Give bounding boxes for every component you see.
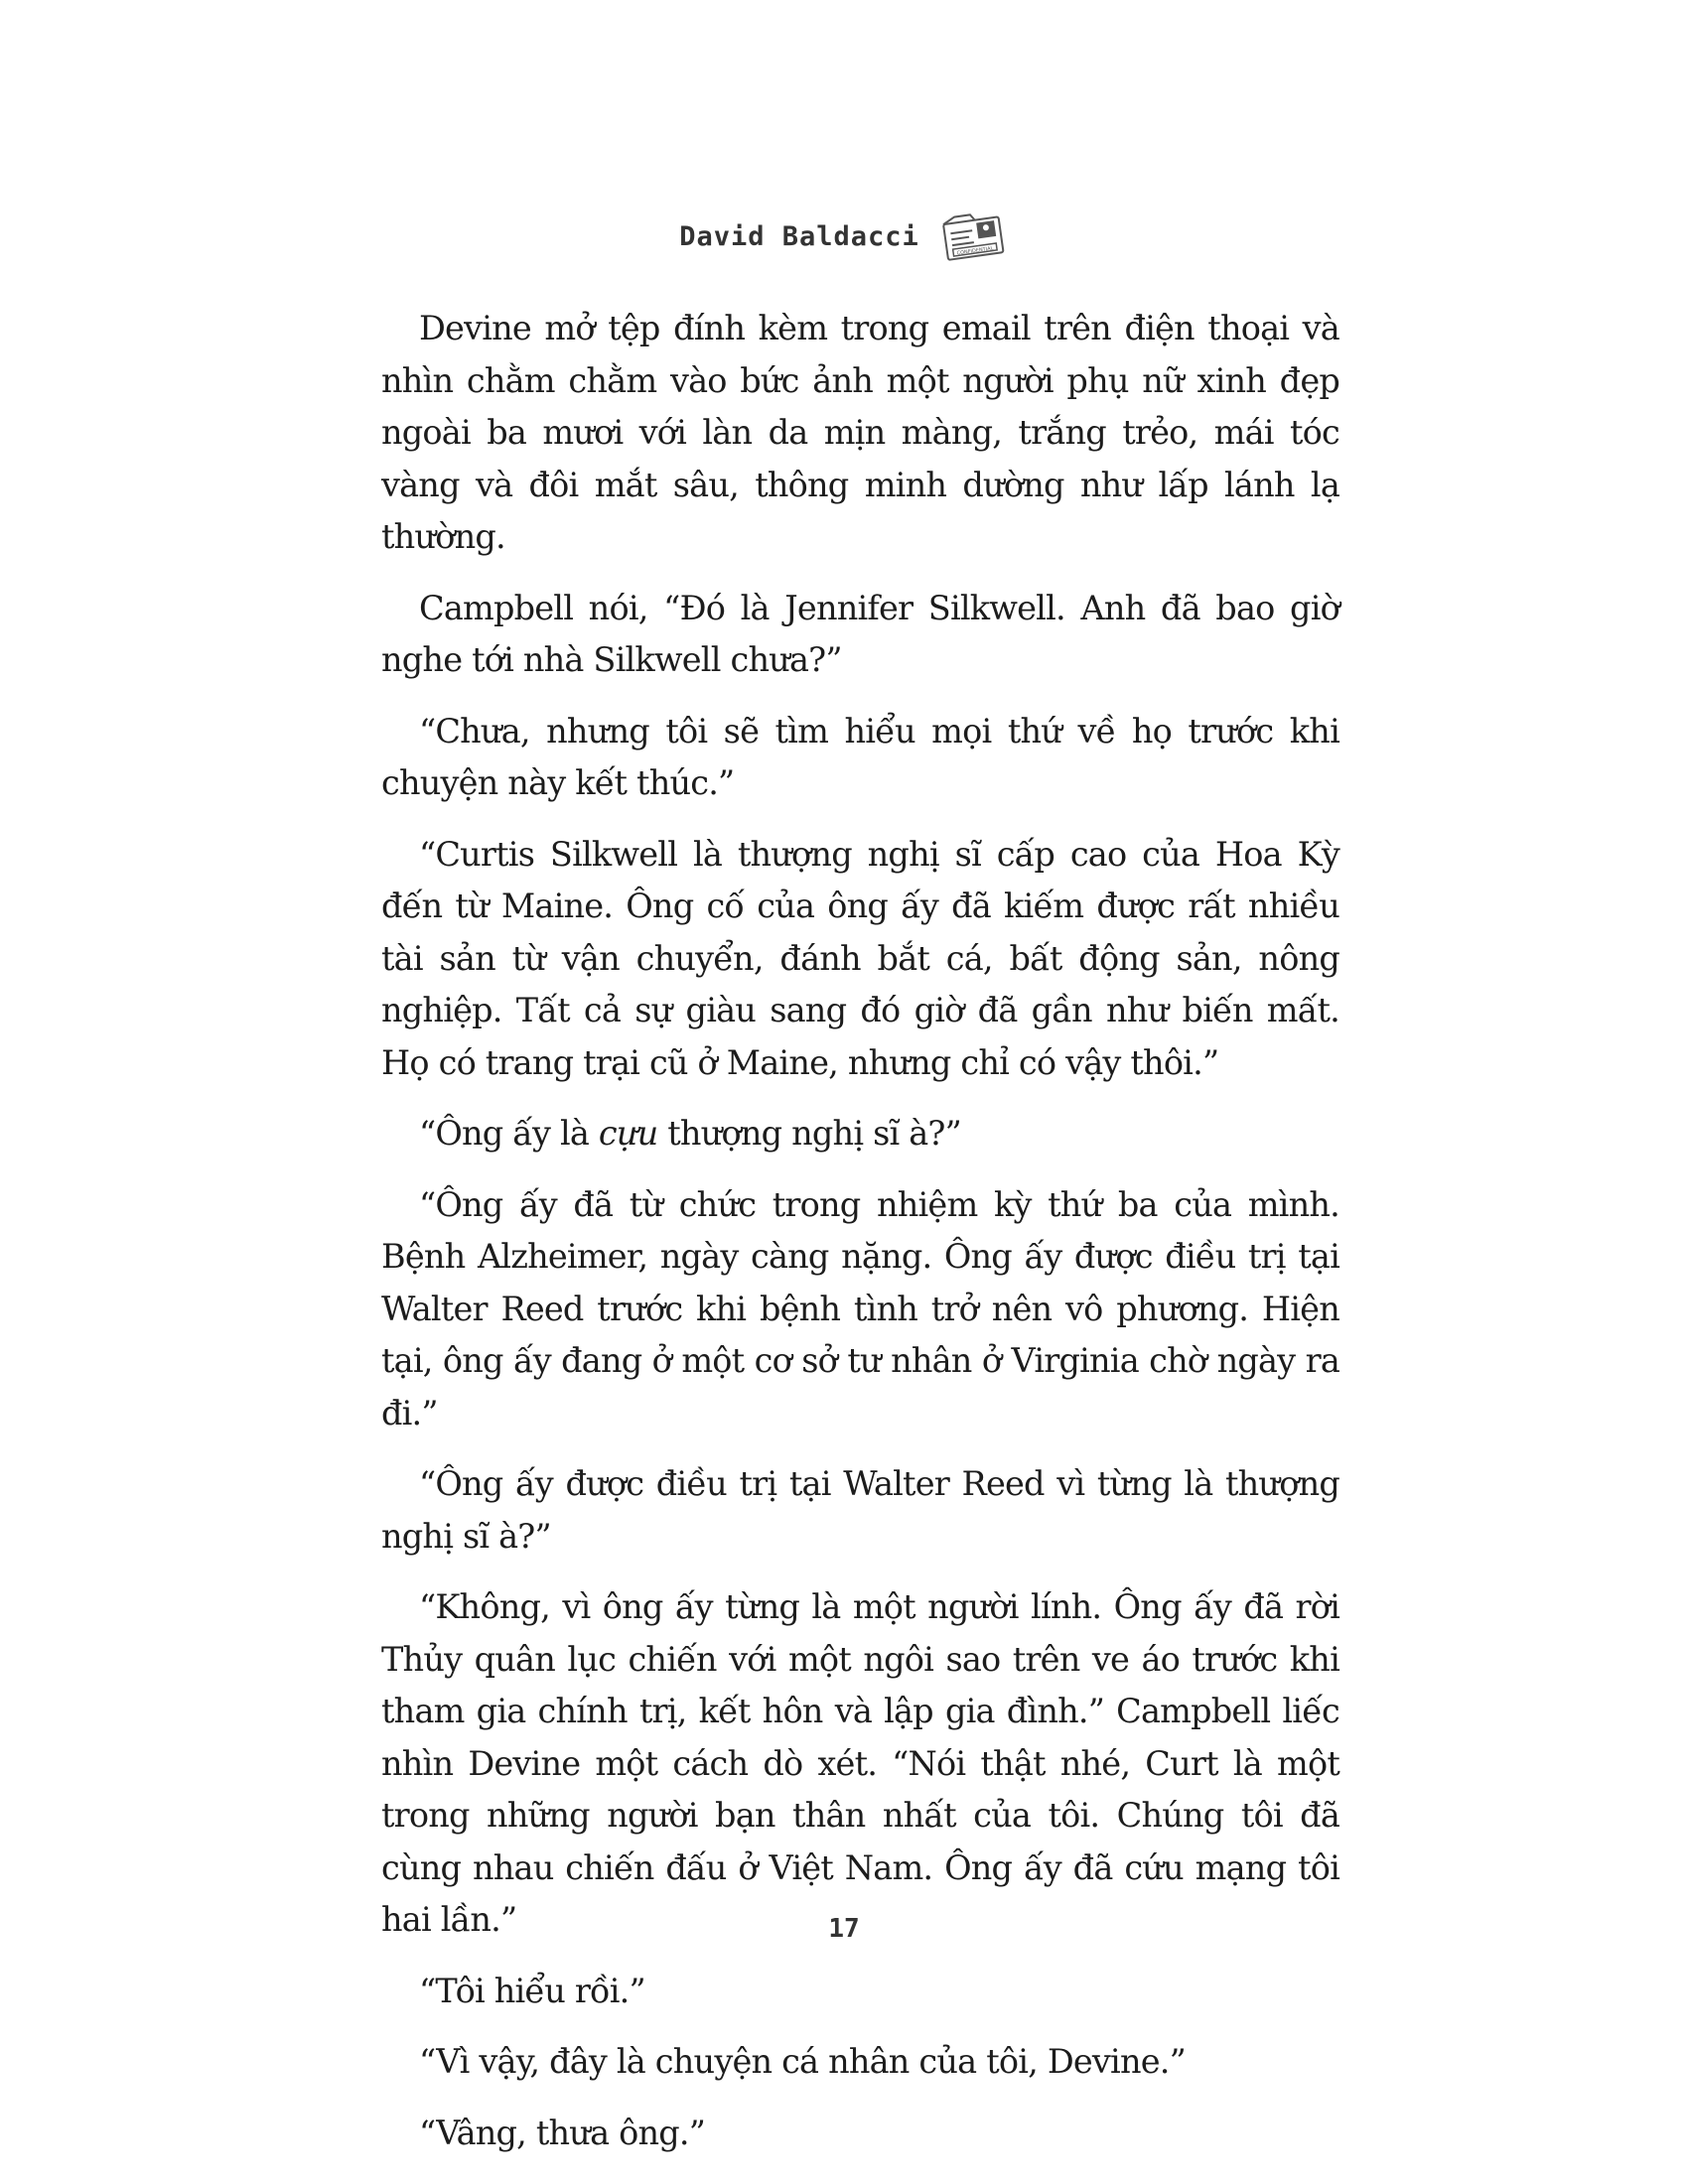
running-header-group	[679, 208, 1009, 264]
running-header	[0, 208, 1688, 264]
paragraph: “Ông ấy đã từ chức trong nhiệm kỳ thứ ba của mình. Bệnh Alzheimer, ngày càng nặng. Ông ấy được điều trị tại Walter Reed trước khi bệnh tình trở nên vô phương. Hiện tại, ông ấy đang ở một cơ sở tư nhân ở Virginia chờ ngày ra đi.”	[381, 1184, 1339, 1433]
page-number: 17	[828, 1914, 860, 1944]
paragraph-text-end: thượng nghị sĩ à?”	[657, 1114, 961, 1153]
body-text	[381, 303, 1339, 2178]
svg-text:CONFIDENTIAL: CONFIDENTIAL	[956, 245, 994, 257]
paragraph	[381, 1108, 1339, 1160]
paragraph: “Không, vì ông ấy từng là một người lính. Ông ấy đã rời Thủy quân lục chiến với một ngôi sao trên ve áo trước khi tham gia chính trị, kết hôn và lập gia đình.” Campbell liếc nhìn Devine một cách dò xét. “Nói thật nhé, Curt là một trong những người bạn thân nhất của tôi. Chúng tôi đã cùng nhau chiến đấu ở Việt Nam. Ông ấy đã cứu mạng tôi hai lần.”	[381, 1587, 1339, 1939]
paragraph: Campbell nói, “Đó là Jennifer Silkwell. Anh đã bao giờ nghe tới nhà Silkwell chưa?”	[381, 588, 1339, 679]
paragraph: “Vì vậy, đây là chuyện cá nhân của tôi, Devine.”	[419, 2042, 1186, 2081]
confidential-folder-icon	[939, 208, 1009, 264]
author-name: David Baldacci	[679, 220, 919, 252]
paragraph: Devine mở tệp đính kèm trong email trên điện thoại và nhìn chằm chằm vào bức ảnh một người phụ nữ xinh đẹp ngoài ba mươi với làn da mịn màng, trắng trẻo, mái tóc vàng và đôi mắt sâu, thông minh dường như lấp lánh lạ thường.	[381, 309, 1339, 556]
paragraph: “Vâng, thưa ông.”	[419, 2113, 706, 2152]
paragraph: “Curtis Silkwell là thượng nghị sĩ cấp cao của Hoa Kỳ đến từ Maine. Ông cố của ông ấy đã kiếm được rất nhiều tài sản từ vận chuyển, đánh bắt cá, bất động sản, nông nghiệp. Tất cả sự giàu sang đó giờ đã gần như biến mất. Họ có trang trại cũ ở Maine, nhưng chỉ có vậy thôi.”	[381, 834, 1339, 1082]
paragraph: “Tôi hiểu rồi.”	[419, 1971, 645, 2010]
paragraph: “Ông ấy được điều trị tại Walter Reed vì từng là thượng nghị sĩ à?”	[381, 1464, 1339, 1556]
paragraph: “Chưa, nhưng tôi sẽ tìm hiểu mọi thứ về họ trước khi chuyện này kết thúc.”	[381, 711, 1339, 802]
paragraph-text-start: “Ông ấy là	[419, 1114, 599, 1153]
emphasized-word: cựu	[598, 1114, 658, 1153]
